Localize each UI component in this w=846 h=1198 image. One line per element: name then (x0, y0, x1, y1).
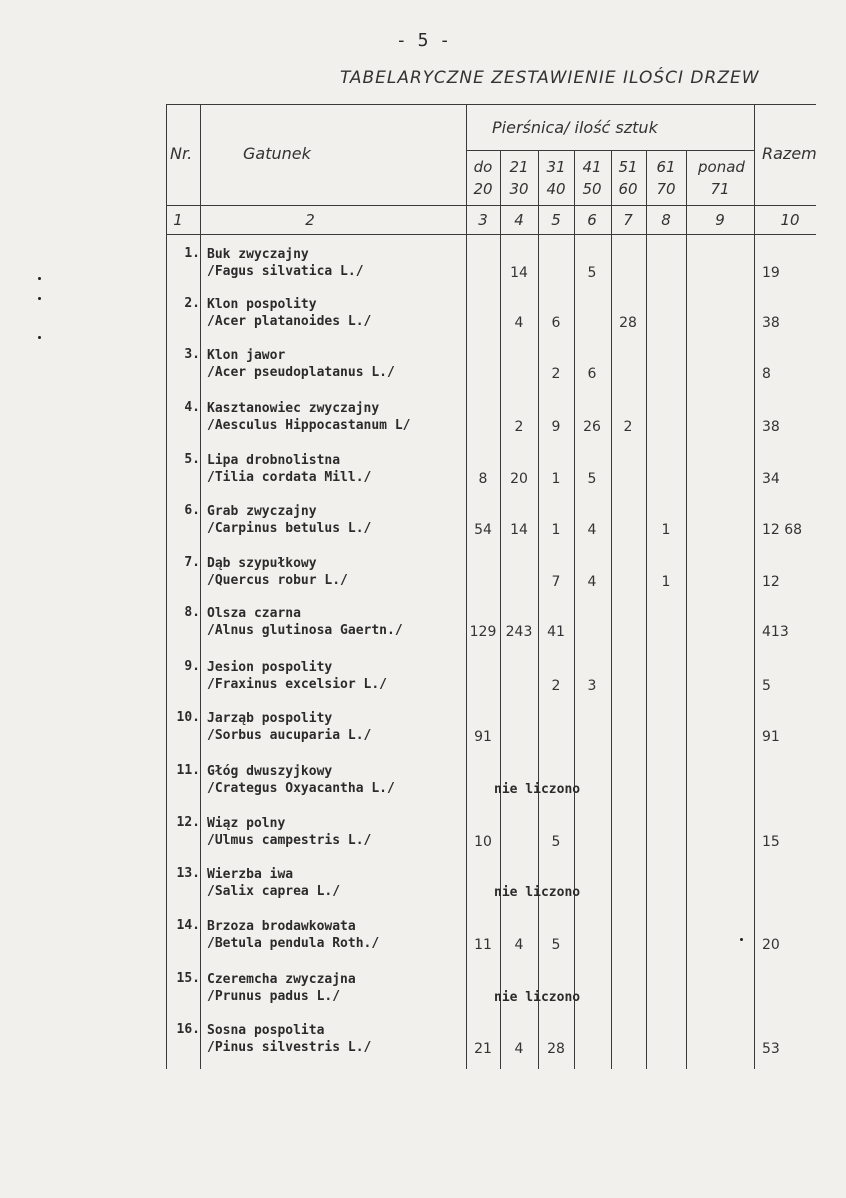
margin-mark (38, 297, 41, 300)
row-number: 3. (184, 347, 200, 362)
class-header-top: 21 (509, 158, 529, 176)
total-cell: 15 (762, 834, 780, 850)
count-cell: 2 (514, 419, 524, 435)
count-cell: 1 (661, 574, 671, 590)
total-cell: 12 68 (762, 522, 803, 538)
row-number: 10. (176, 710, 200, 725)
species-latin-name: /Fagus silvatica L./ (207, 264, 364, 279)
row-number: 11. (176, 763, 200, 778)
total-cell: 38 (762, 315, 780, 331)
header-piersnica: Pierśnica/ ilość sztuk (492, 118, 658, 137)
column-number: 8 (661, 211, 671, 229)
count-cell: 2 (623, 419, 633, 435)
total-cell: 5 (762, 678, 771, 694)
total-cell: 20 (762, 937, 780, 953)
count-cell: 91 (474, 729, 492, 745)
margin-mark (38, 277, 41, 280)
class-header-top: 31 (546, 158, 566, 176)
species-common-name: Lipa drobnolistna (207, 453, 341, 468)
column-number: 7 (623, 211, 633, 229)
not-counted-note: nie liczono (494, 885, 581, 900)
species-latin-name: /Aesculus Hippocastanum L/ (207, 418, 411, 433)
count-cell: 4 (587, 522, 597, 538)
species-latin-name: /Pinus silvestris L./ (207, 1040, 372, 1055)
margin-mark (740, 938, 743, 941)
count-cell: 54 (474, 522, 492, 538)
count-cell: 243 (505, 624, 533, 640)
count-cell: 28 (619, 315, 637, 331)
count-cell: 21 (474, 1041, 492, 1057)
header-nr: Nr. (170, 144, 193, 163)
row-number: 15. (176, 971, 200, 986)
total-cell: 413 (762, 624, 789, 640)
count-cell: 28 (547, 1041, 565, 1057)
total-cell: 38 (762, 419, 780, 435)
count-cell: 7 (551, 574, 561, 590)
species-common-name: Olsza czarna (207, 606, 301, 621)
class-header-top: ponad (698, 158, 745, 176)
row-number: 9. (184, 659, 200, 674)
class-header-top: 41 (582, 158, 602, 176)
species-common-name: Grab zwyczajny (207, 504, 317, 519)
row-number: 12. (176, 815, 200, 830)
not-counted-note: nie liczono (494, 990, 581, 1005)
species-common-name: Klon pospolity (207, 297, 317, 312)
row-number: 14. (176, 918, 200, 933)
class-header-bottom: 71 (710, 180, 730, 198)
count-cell: 2 (551, 366, 561, 382)
total-cell: 8 (762, 366, 771, 382)
class-header-bottom: 20 (473, 180, 493, 198)
species-common-name: Dąb szypułkowy (207, 556, 317, 571)
row-number: 8. (184, 605, 200, 620)
column-number: 2 (305, 211, 315, 229)
count-cell: 2 (551, 678, 561, 694)
total-cell: 53 (762, 1041, 780, 1057)
class-header-bottom: 60 (618, 180, 638, 198)
count-cell: 4 (514, 937, 524, 953)
header-razem: Razem (762, 144, 817, 163)
class-header-bottom: 40 (546, 180, 566, 198)
total-cell: 91 (762, 729, 780, 745)
row-number: 16. (176, 1022, 200, 1037)
count-cell: 5 (587, 265, 597, 281)
count-cell: 5 (551, 834, 561, 850)
species-latin-name: /Quercus robur L./ (207, 573, 348, 588)
column-number: 5 (551, 211, 561, 229)
count-cell: 6 (587, 366, 597, 382)
count-cell: 6 (551, 315, 561, 331)
class-header-top: 61 (656, 158, 676, 176)
species-latin-name: /Prunus padus L./ (207, 989, 341, 1004)
count-cell: 5 (587, 471, 597, 487)
species-common-name: Buk zwyczajny (207, 247, 309, 262)
total-cell: 34 (762, 471, 780, 487)
species-latin-name: /Tilia cordata Mill./ (207, 470, 372, 485)
count-cell: 14 (510, 522, 528, 538)
species-common-name: Wierzba iwa (207, 867, 294, 882)
row-number: 7. (184, 555, 200, 570)
species-common-name: Brzoza brodawkowata (207, 919, 356, 934)
class-header-top: 51 (618, 158, 638, 176)
row-number: 1. (184, 246, 200, 261)
row-number: 5. (184, 452, 200, 467)
species-latin-name: /Acer pseudoplatanus L./ (207, 365, 395, 380)
class-header-top: do (473, 158, 493, 176)
species-latin-name: /Salix caprea L./ (207, 884, 341, 899)
row-number: 13. (176, 866, 200, 881)
count-cell: 4 (514, 315, 524, 331)
count-cell: 9 (551, 419, 561, 435)
species-common-name: Głóg dwuszyjkowy (207, 764, 333, 779)
row-number: 4. (184, 400, 200, 415)
count-cell: 1 (661, 522, 671, 538)
column-number: 10 (780, 211, 800, 229)
column-number: 3 (478, 211, 488, 229)
count-cell: 8 (478, 471, 488, 487)
count-cell: 4 (514, 1041, 524, 1057)
class-header-bottom: 70 (656, 180, 676, 198)
species-latin-name: /Alnus glutinosa Gaertn./ (207, 623, 403, 638)
page-number: - 5 - (395, 30, 451, 51)
count-cell: 3 (587, 678, 597, 694)
species-latin-name: /Crategus Oxyacantha L./ (207, 781, 395, 796)
row-number: 6. (184, 503, 200, 518)
count-cell: 11 (474, 937, 492, 953)
count-cell: 14 (510, 265, 528, 281)
class-header-bottom: 30 (509, 180, 529, 198)
count-cell: 20 (510, 471, 528, 487)
species-latin-name: /Fraxinus excelsior L./ (207, 677, 388, 692)
column-number: 9 (715, 211, 725, 229)
count-cell: 10 (474, 834, 492, 850)
species-latin-name: /Sorbus aucuparia L./ (207, 728, 372, 743)
species-common-name: Czeremcha zwyczajna (207, 972, 356, 987)
species-common-name: Wiąz polny (207, 816, 286, 831)
page-title: TABELARYCZNE ZESTAWIENIE ILOŚCI DRZEW (340, 68, 760, 88)
column-number: 4 (514, 211, 524, 229)
species-latin-name: /Acer platanoides L./ (207, 314, 372, 329)
count-cell: 26 (583, 419, 601, 435)
total-cell: 19 (762, 265, 780, 281)
total-cell: 12 (762, 574, 780, 590)
species-common-name: Jarząb pospolity (207, 711, 333, 726)
column-number: 6 (587, 211, 597, 229)
count-cell: 5 (551, 937, 561, 953)
species-latin-name: /Ulmus campestris L./ (207, 833, 372, 848)
species-latin-name: /Carpinus betulus L./ (207, 521, 372, 536)
margin-mark (38, 336, 41, 339)
not-counted-note: nie liczono (494, 782, 581, 797)
species-common-name: Sosna pospolita (207, 1023, 325, 1038)
species-latin-name: /Betula pendula Roth./ (207, 936, 380, 951)
header-gatunek: Gatunek (243, 144, 311, 163)
species-common-name: Kasztanowiec zwyczajny (207, 401, 380, 416)
species-common-name: Jesion pospolity (207, 660, 333, 675)
column-number: 1 (173, 211, 183, 229)
class-header-bottom: 50 (582, 180, 602, 198)
count-cell: 129 (469, 624, 497, 640)
row-number: 2. (184, 296, 200, 311)
count-cell: 1 (551, 522, 561, 538)
count-cell: 41 (547, 624, 565, 640)
count-cell: 4 (587, 574, 597, 590)
species-common-name: Klon jawor (207, 348, 286, 363)
count-cell: 1 (551, 471, 561, 487)
